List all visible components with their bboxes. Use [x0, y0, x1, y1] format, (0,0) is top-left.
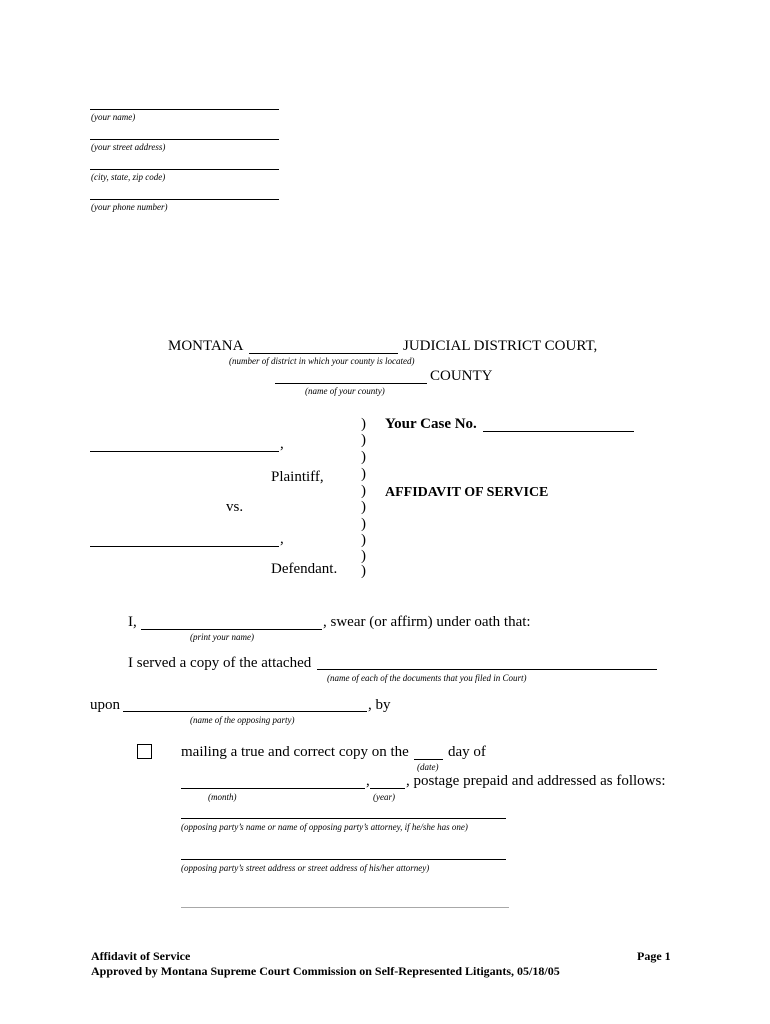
- documents-field[interactable]: [317, 669, 657, 670]
- caption-paren: ): [361, 416, 366, 432]
- by-text: , by: [368, 697, 391, 713]
- opposing-name-field[interactable]: [181, 818, 506, 819]
- defendant-comma: ,: [280, 531, 284, 547]
- caption-paren: ): [361, 483, 366, 499]
- documents-caption: (name of each of the documents that you filed in Court): [327, 673, 527, 683]
- i-label: I,: [128, 614, 137, 630]
- caption-paren: ): [361, 466, 366, 482]
- plaintiff-comma: ,: [280, 436, 284, 452]
- print-name-field[interactable]: [141, 629, 322, 630]
- your-phone-caption: (your phone number): [91, 202, 168, 212]
- opposing-address-caption: (opposing party’s street address or street address of his/her attorney): [181, 863, 430, 873]
- caption-paren: ): [361, 516, 366, 532]
- mailing-text: mailing a true and correct copy on the: [181, 744, 409, 760]
- your-name-caption: (your name): [91, 112, 136, 122]
- your-city-caption: (city, state, zip code): [91, 172, 166, 182]
- caption-paren: ): [361, 432, 366, 448]
- caption-paren: ): [361, 499, 366, 515]
- document-title: AFFIDAVIT OF SERVICE: [385, 485, 549, 500]
- opposing-party-field[interactable]: [123, 711, 367, 712]
- county-name-field[interactable]: [275, 383, 427, 384]
- page-number: Page 1: [637, 949, 671, 963]
- district-number-field[interactable]: [249, 353, 398, 354]
- day-field[interactable]: [414, 759, 443, 760]
- opposing-city-field[interactable]: [181, 907, 509, 908]
- month-comma: ,: [366, 773, 370, 789]
- mailing-checkbox[interactable]: [137, 744, 152, 759]
- month-caption: (month): [208, 792, 237, 802]
- caption-paren: ): [361, 548, 366, 564]
- your-street-caption: (your street address): [91, 142, 166, 152]
- day-of-text: day of: [448, 744, 486, 760]
- caption-paren: ): [361, 449, 366, 465]
- case-no-field[interactable]: [483, 431, 634, 432]
- opposing-name-caption: (opposing party’s name or name of opposing party’s attorney, if he/she has one): [181, 822, 468, 832]
- print-name-caption: (print your name): [190, 632, 254, 642]
- served-text: I served a copy of the attached: [128, 655, 312, 671]
- opposing-address-field[interactable]: [181, 859, 506, 860]
- footer-approved: Approved by Montana Supreme Court Commission on Self-Represented Litigants, 05/18/05: [91, 964, 560, 978]
- plaintiff-name-field[interactable]: [90, 451, 279, 452]
- district-court-label: JUDICIAL DISTRICT COURT,: [403, 338, 598, 354]
- swear-text: , swear (or affirm) under oath that:: [323, 614, 531, 630]
- montana-label: MONTANA: [168, 338, 244, 354]
- date-caption: (date): [417, 762, 439, 772]
- your-city-field[interactable]: [90, 169, 279, 170]
- year-caption: (year): [373, 792, 395, 802]
- county-label: COUNTY: [430, 368, 493, 384]
- district-caption: (number of district in which your county is located): [229, 356, 415, 366]
- defendant-label: Defendant.: [271, 561, 338, 577]
- defendant-name-field[interactable]: [90, 546, 279, 547]
- plaintiff-label: Plaintiff,: [271, 469, 324, 485]
- footer-title: Affidavit of Service: [91, 949, 191, 963]
- case-no-label: Your Case No.: [385, 416, 477, 432]
- your-phone-field[interactable]: [90, 199, 279, 200]
- your-name-field[interactable]: [90, 109, 279, 110]
- year-field[interactable]: [370, 788, 405, 789]
- vs-label: vs.: [226, 499, 244, 515]
- upon-label: upon: [90, 697, 120, 713]
- county-caption: (name of your county): [305, 386, 385, 396]
- caption-paren: ): [361, 532, 366, 548]
- caption-paren: ): [361, 563, 366, 579]
- month-field[interactable]: [181, 788, 365, 789]
- opposing-party-caption: (name of the opposing party): [190, 715, 295, 725]
- postage-text: , postage prepaid and addressed as follows:: [406, 773, 666, 789]
- your-street-field[interactable]: [90, 139, 279, 140]
